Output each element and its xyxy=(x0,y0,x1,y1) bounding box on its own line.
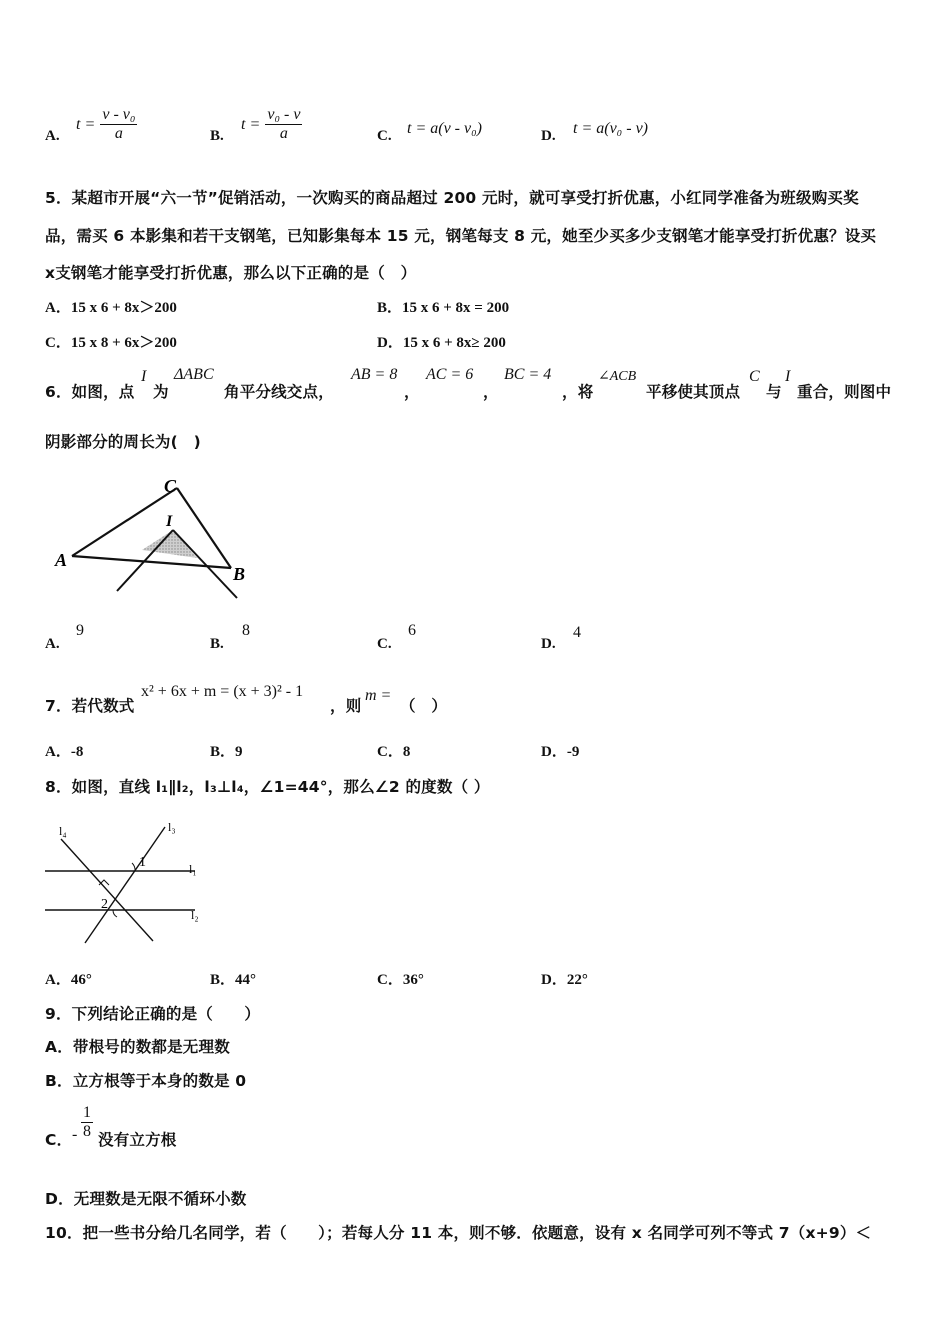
q6-text-2: 为 xyxy=(153,383,169,401)
q6-text-1: 6．如图，点 xyxy=(45,383,135,401)
q5-line1: 5．某超市开展“六一节”促销活动，一次购买的商品超过 200 元时，就可享受打折优惠，小红同学准备为班级购买奖 xyxy=(45,189,859,207)
label-angle-1: 1 xyxy=(139,855,146,870)
q6-ab-length: AB = 8 xyxy=(351,366,398,383)
q10-line1: 10．把一些书分给几名同学，若（ ）；若每人分 11 本，则不够．依题意，设有 x 名同学可列不等式 7（x+9）＜ xyxy=(45,1224,872,1242)
q9-option-c-text: 没有立方根 xyxy=(98,1131,177,1149)
q9-option-c-fraction xyxy=(81,1104,93,1141)
label-l4: l₄ xyxy=(59,824,67,838)
q6-text-3: 角平分线交点， xyxy=(224,383,334,401)
angle-2-arc xyxy=(113,910,117,917)
q6-option-d-label: D. xyxy=(541,636,556,652)
q6-comma-1: ， xyxy=(404,383,420,401)
q7-m-equals: m = xyxy=(365,687,392,704)
label-l1: l₁ xyxy=(189,862,197,876)
q4-option-b-formula xyxy=(241,106,302,143)
q4-b-numerator: v₀ - v xyxy=(267,106,301,123)
q6-triangle-abc: ΔABC xyxy=(174,366,214,383)
q4-option-a-label: A. xyxy=(45,128,60,144)
q7-text-3: （ ） xyxy=(400,697,448,715)
q6-line2: 阴影部分的周长为( ) xyxy=(45,433,201,451)
q6-text-7: 重合，则图中 xyxy=(797,383,892,401)
q5-option-b: B．15 x 6 + 8x = 200 xyxy=(377,300,510,316)
q7-text-2: ，则 xyxy=(330,697,362,715)
q4-option-a-formula xyxy=(76,106,137,143)
q6-option-b-value: 8 xyxy=(242,622,250,639)
q4-b-lhs: t = xyxy=(241,116,261,133)
q6-comma-2: ， xyxy=(483,383,499,401)
q7-option-a: A．-8 xyxy=(45,744,84,760)
label-angle-2: 2 xyxy=(101,897,108,912)
q7-expression: x² + 6x + m = (x + 3)² - 1 xyxy=(141,683,304,700)
q6-option-a-label: A. xyxy=(45,636,60,652)
q7-option-b: B．9 xyxy=(210,744,243,760)
q8-option-b: B．44° xyxy=(210,972,257,988)
q6-triangle-figure xyxy=(45,470,265,605)
label-l2: l₂ xyxy=(191,908,199,922)
q7-option-d: D．-9 xyxy=(541,744,580,760)
q6-option-c-label: C. xyxy=(377,636,392,652)
q5-line2: 品，需买 6 本影集和若干支钢笔，已知影集每本 15 元，钢笔每支 8 元，她至少买多少支钢笔才能享受打折优惠？设买 xyxy=(45,227,877,245)
q5-option-c: C．15 x 8 + 6x＞200 xyxy=(45,335,177,351)
q5-line3: x支钢笔才能享受打折优惠，那么以下正确的是（ ） xyxy=(45,264,417,282)
q4-option-d-label: D. xyxy=(541,128,556,144)
q5-option-a: A．15 x 6 + 8x＞200 xyxy=(45,300,177,316)
q6-text-4: ，将 xyxy=(562,383,594,401)
q8-lines-figure xyxy=(45,815,215,950)
q4-a-numerator: v - v₀ xyxy=(102,106,136,123)
label-c: C xyxy=(164,476,177,496)
label-i: I xyxy=(166,513,173,530)
q7-text-1: 7．若代数式 xyxy=(45,697,135,715)
q6-ac-length: AC = 6 xyxy=(426,366,474,383)
q4-b-denominator: a xyxy=(279,125,288,142)
q6-text-5: 平移使其顶点 xyxy=(646,383,741,401)
q6-option-a-value: 9 xyxy=(76,622,84,639)
q9-option-a: A．带根号的数都是无理数 xyxy=(45,1038,230,1056)
q6-vertex-c: C xyxy=(749,368,760,385)
q4-option-b-label: B. xyxy=(210,128,224,144)
q6-option-d-value: 4 xyxy=(573,624,581,641)
q4-option-c-formula: t = a(v - v₀) xyxy=(407,120,482,137)
q6-text-6: 与 xyxy=(766,383,782,401)
q9-stem: 9．下列结论正确的是（ ） xyxy=(45,1005,261,1023)
q8-stem: 8．如图，直线 l₁∥l₂，l₃⊥l₄，∠1=44°，那么∠2 的度数（ ） xyxy=(45,778,490,796)
q9-option-b: B．立方根等于本身的数是 0 xyxy=(45,1072,247,1090)
q8-option-c: C．36° xyxy=(377,972,424,988)
q4-option-d-formula: t = a(v₀ - v) xyxy=(573,120,648,137)
q6-point-i-2: I xyxy=(785,368,791,385)
q6-option-b-label: B. xyxy=(210,636,224,652)
q6-option-c-value: 6 xyxy=(408,622,416,639)
q4-a-denominator: a xyxy=(114,125,123,142)
label-l3: l₃ xyxy=(168,820,176,834)
q6-point-i: I xyxy=(141,368,147,385)
q9-option-c-minus: - xyxy=(72,1126,78,1143)
q9-c-denominator: 8 xyxy=(83,1123,91,1140)
q9-option-d: D．无理数是无限不循环小数 xyxy=(45,1190,247,1208)
label-b: B xyxy=(233,564,246,584)
q6-bc-length: BC = 4 xyxy=(504,366,552,383)
q9-option-c-label: C． xyxy=(45,1131,73,1149)
q9-c-numerator: 1 xyxy=(83,1104,91,1121)
angle-1-arc xyxy=(132,863,135,871)
q5-option-d: D．15 x 6 + 8x≥ 200 xyxy=(377,335,506,351)
q8-option-a: A．46° xyxy=(45,972,92,988)
q4-option-c-label: C. xyxy=(377,128,392,144)
q7-option-c: C．8 xyxy=(377,744,411,760)
q8-option-d: D．22° xyxy=(541,972,588,988)
line-l3 xyxy=(85,827,165,943)
q6-angle-acb: ∠ACB xyxy=(598,369,637,384)
q4-a-lhs: t = xyxy=(76,116,96,133)
label-a: A xyxy=(55,550,68,570)
